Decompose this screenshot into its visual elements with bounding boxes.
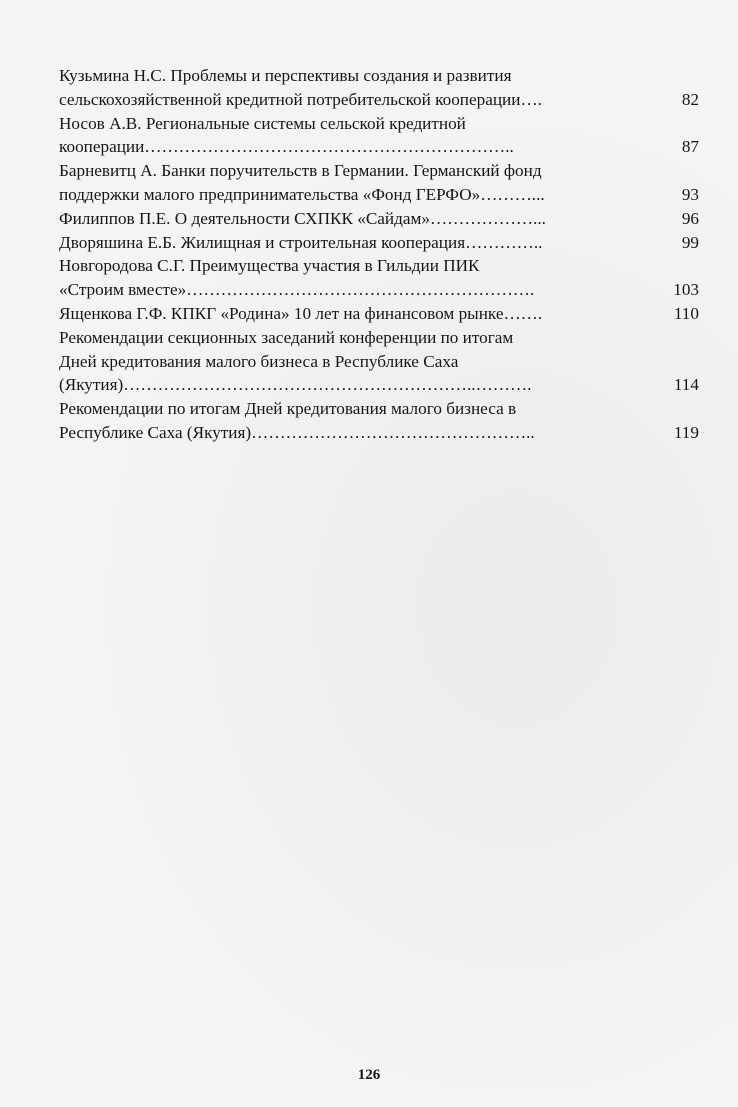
toc-entry xyxy=(59,159,699,207)
table-of-contents xyxy=(59,64,699,445)
toc-entry-text: (Якутия)……………………………………………………..………. xyxy=(59,375,532,395)
toc-page-number: 103 xyxy=(673,280,699,300)
toc-entry-text: Новгородова С.Г. Преимущества участия в Гильдии ПИК xyxy=(59,256,480,276)
toc-entry xyxy=(59,326,699,397)
toc-page-number: 87 xyxy=(681,137,699,157)
toc-entry-line xyxy=(59,254,699,278)
toc-entry-line xyxy=(59,207,699,231)
toc-entry-text: Филиппов П.Е. О деятельности СХПКК «Сайдам»………………... xyxy=(59,208,546,228)
toc-entry-line xyxy=(59,231,699,255)
toc-entry-line xyxy=(59,159,699,183)
toc-entry xyxy=(59,231,699,255)
toc-entry-text: Республике Саха (Якутия)………………………………………….. xyxy=(59,422,535,442)
toc-entry-line xyxy=(59,278,699,302)
toc-page-number: 96 xyxy=(681,208,699,228)
toc-entry-text: Дней кредитования малого бизнеса в Республике Саха xyxy=(59,351,459,371)
toc-entry-text: сельскохозяйственной кредитной потребительской кооперации…. xyxy=(59,89,542,109)
toc-entry-line xyxy=(59,302,699,326)
toc-entry-line xyxy=(59,397,699,421)
toc-entry-text: Ященкова Г.Ф. КПКГ «Родина» 10 лет на финансовом рынке……. xyxy=(59,303,543,323)
toc-entry-text: Рекомендации секционных заседаний конференции по итогам xyxy=(59,327,514,347)
page-number-footer: 126 xyxy=(357,1067,381,1083)
toc-entry-line xyxy=(59,183,699,207)
toc-page-number: 99 xyxy=(681,232,699,252)
toc-entry-line xyxy=(59,421,699,445)
toc-entry-line xyxy=(59,88,699,112)
toc-entry-text: «Строим вместе»……………………………………………………. xyxy=(59,280,535,300)
toc-entry-text: Кузьмина Н.С. Проблемы и перспективы создания и развития xyxy=(59,66,512,85)
toc-entry xyxy=(59,207,699,231)
toc-page-number: 114 xyxy=(673,375,699,395)
toc-entry-text: Носов А.В. Региональные системы сельской кредитной xyxy=(59,113,466,133)
toc-entry xyxy=(59,64,699,112)
toc-entry-text: Рекомендации по итогам Дней кредитования малого бизнеса в xyxy=(59,399,517,419)
toc-entry-line xyxy=(59,112,699,136)
toc-page-number: 110 xyxy=(673,303,699,323)
toc-entry-line xyxy=(59,326,699,350)
toc-page-number: 93 xyxy=(681,184,699,204)
toc-entry xyxy=(59,112,699,160)
toc-page-number: 119 xyxy=(673,422,699,442)
toc-entry-line xyxy=(59,373,699,397)
toc-entry-text: поддержки малого предпринимательства «Фонд ГЕРФО»………... xyxy=(59,184,545,204)
toc-entry-text: Дворяшина Е.Б. Жилищная и строительная кооперация………….. xyxy=(59,232,543,252)
toc-entry-line xyxy=(59,350,699,374)
toc-entry xyxy=(59,302,699,326)
toc-entry xyxy=(59,254,699,302)
toc-entry xyxy=(59,397,699,445)
toc-entry-text: кооперации……………………………………………………….. xyxy=(59,137,514,157)
toc-entry-text: Барневитц А. Банки поручительств в Германии. Германский фонд xyxy=(59,161,542,181)
toc-entry-line xyxy=(59,64,699,88)
toc-page-number: 82 xyxy=(681,89,699,109)
toc-entry-line xyxy=(59,135,699,159)
